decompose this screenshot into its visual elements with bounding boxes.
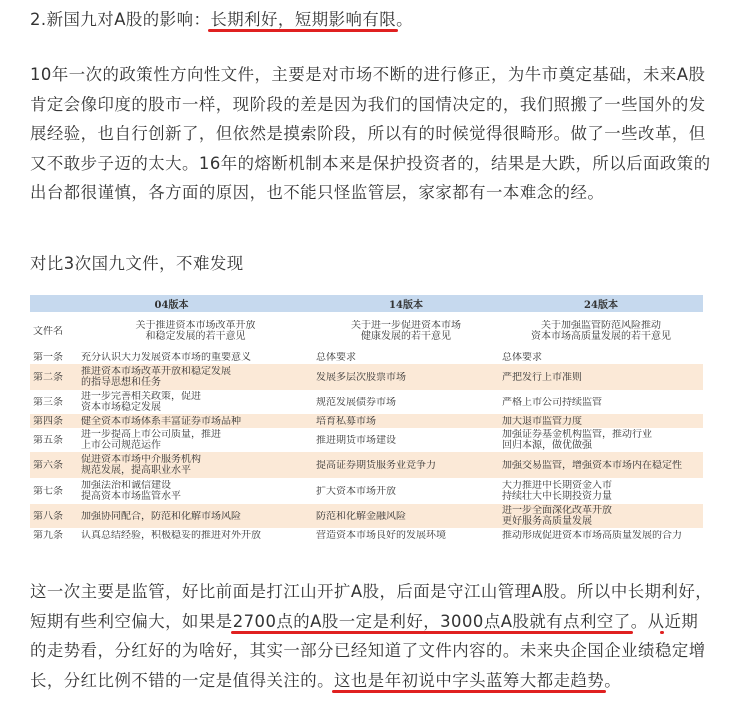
header-label: 文件名 [33,325,63,337]
conclusion-s1: 这一次主要是监管，好比前面是打江山开扩A股，后面是守江山管理A股。所以中长期 [30,582,662,601]
table-cell-c04: 促进资本市场中介服务机构 规范发展，提高职业水平 [81,454,201,476]
conclusion-s2: 。从近期的走势看，分红好的为啥好，其实一部分已经知道了文件内容的。未来央企国企业绩稳定增长，分红比例不错的一定是值得关注的。 [30,611,706,690]
paragraph-conclusion [30,577,714,695]
heading-suffix: 。 [396,10,414,29]
table-cell-c14: 营造资本市场良好的发展环境 [316,529,446,541]
table-cell-c24: 加大退市监管力度 [502,415,582,427]
table-cell-label: 第一条 [33,351,63,363]
table-cell-c14: 提高证券期货服务业竞争力 [316,459,436,471]
table-cell-c14: 防范和化解金融风险 [316,510,406,522]
table-cell-c24: 大力推进中长期资金入市 持续壮大中长期投资力量 [502,480,612,502]
conclusion-underline-4: 这也是年初说中字头蓝筹大都走趋势 [334,670,605,690]
heading-prefix: 2.新国九对A股的影响： [30,10,211,29]
table-cell-c04: 推进资本市场改革开放和稳定发展 的指导思想和任务 [81,366,231,388]
paragraph-compare: 对比3次国九文件，不难发现 [30,254,244,273]
title-04: 关于推进资本市场改革开放 和稳定发展的若干意见 [135,320,256,342]
version-14: 14版本 [389,300,423,311]
heading-highlight: 长期利好，短期影响有限 [210,10,397,29]
table-cell-c24: 严格上市公司持续监管 [502,396,602,408]
table-row [30,452,703,478]
table-cell-label: 第二条 [33,371,63,383]
paragraph-policy: 10年一次的政策性方向性文件，主要是对市场不断的进行修正，为牛市奠定基础，未来A股肯定会像印度的股市一样，现阶段的差是因为我们的国情决定的，我们照搬了一些国外的发展经验，也自行创新了，但依然是摸索阶段，所以有的时候觉得很畸形。做了一些改革，但又不敢步子迈的太大。16年的熔断机制本来是保护投资者的，结果是大跌，所以后面政策的出台都很谨慎，各方面的原因，也不能只怪监管层，家家都有一本难念的经。 [30,65,711,202]
table-row [30,478,703,504]
table-row [30,350,703,364]
table-cell-c14: 推进期货市场建设 [316,434,396,446]
table-body [30,350,703,542]
table-cell-c14: 总体要求 [316,351,356,363]
table-cell-c04: 进一步提高上市公司质量，推进 上市公司规范运作 [81,429,221,451]
table-title-row [30,312,703,350]
section-heading [30,6,714,34]
table-cell-c14: 发展多层次股票市场 [316,371,406,383]
table-version-header [30,300,703,312]
table-cell-c04: 认真总结经验，积极稳妥的推进对外开放 [81,529,261,541]
table-cell-c24: 总体要求 [502,351,542,363]
table-cell-c14: 规范发展债券市场 [316,396,396,408]
table-row [30,428,703,452]
table-cell-c14: 培育私募市场 [316,415,376,427]
table-cell-c24: 加强交易监管，增强资本市场内在稳定性 [502,459,682,471]
table-row [30,364,703,390]
version-04: 04版本 [154,300,189,311]
table-cell-label: 第四条 [33,415,63,427]
table-cell-label: 第七条 [33,485,63,497]
table-cell-label: 第六条 [33,459,63,471]
table-cell-c24: 推动形成促进资本市场高质量发展的合力 [502,529,682,541]
table-cell-c24: 加强证券基金机构监管，推动行业 回归本源，做优做强 [502,429,652,451]
table-row [30,528,703,542]
table-cell-label: 第八条 [33,510,63,522]
conclusion-underline-2: 2700点的A股一定是利好，3000点A股就有点利空 [232,611,614,631]
conclusion-underline-1: 利好，短期有些利空偏大，如果是 [30,582,713,631]
table-cell-c04: 充分认识大力发展资本市场的重要意义 [81,351,251,363]
version-24: 24版本 [584,300,618,311]
table-cell-label: 第九条 [33,529,63,541]
table-row [30,504,703,528]
comparison-table-image [30,295,703,542]
title-24: 关于加强监管防范风险推动 资本市场高质量发展的若干意见 [531,320,671,342]
table-cell-c04: 加强协同配合，防范和化解市场风险 [81,510,241,522]
table-cell-c04: 进一步完善相关政策，促进 资本市场稳定发展 [81,391,201,413]
table-cell-c24: 进一步全面深化改革开放 更好服务高质量发展 [502,505,612,527]
table-cell-c04: 加强法治和诚信建设 提高资本市场监管水平 [81,480,181,502]
table-cell-c14: 扩大资本市场开放 [316,485,396,497]
table-row [30,414,703,428]
table-row [30,390,703,414]
title-14: 关于进一步促进资本市场 健康发展的若干意见 [351,320,461,342]
table-cell-c24: 严把发行上市准则 [502,371,582,383]
table-cell-c04: 健全资本市场体系丰富证券市场品种 [81,415,241,427]
table-cell-label: 第五条 [33,434,63,446]
table-cell-label: 第三条 [33,396,63,408]
conclusion-s3: 。 [604,670,622,690]
conclusion-underline-3: 了 [613,611,631,631]
